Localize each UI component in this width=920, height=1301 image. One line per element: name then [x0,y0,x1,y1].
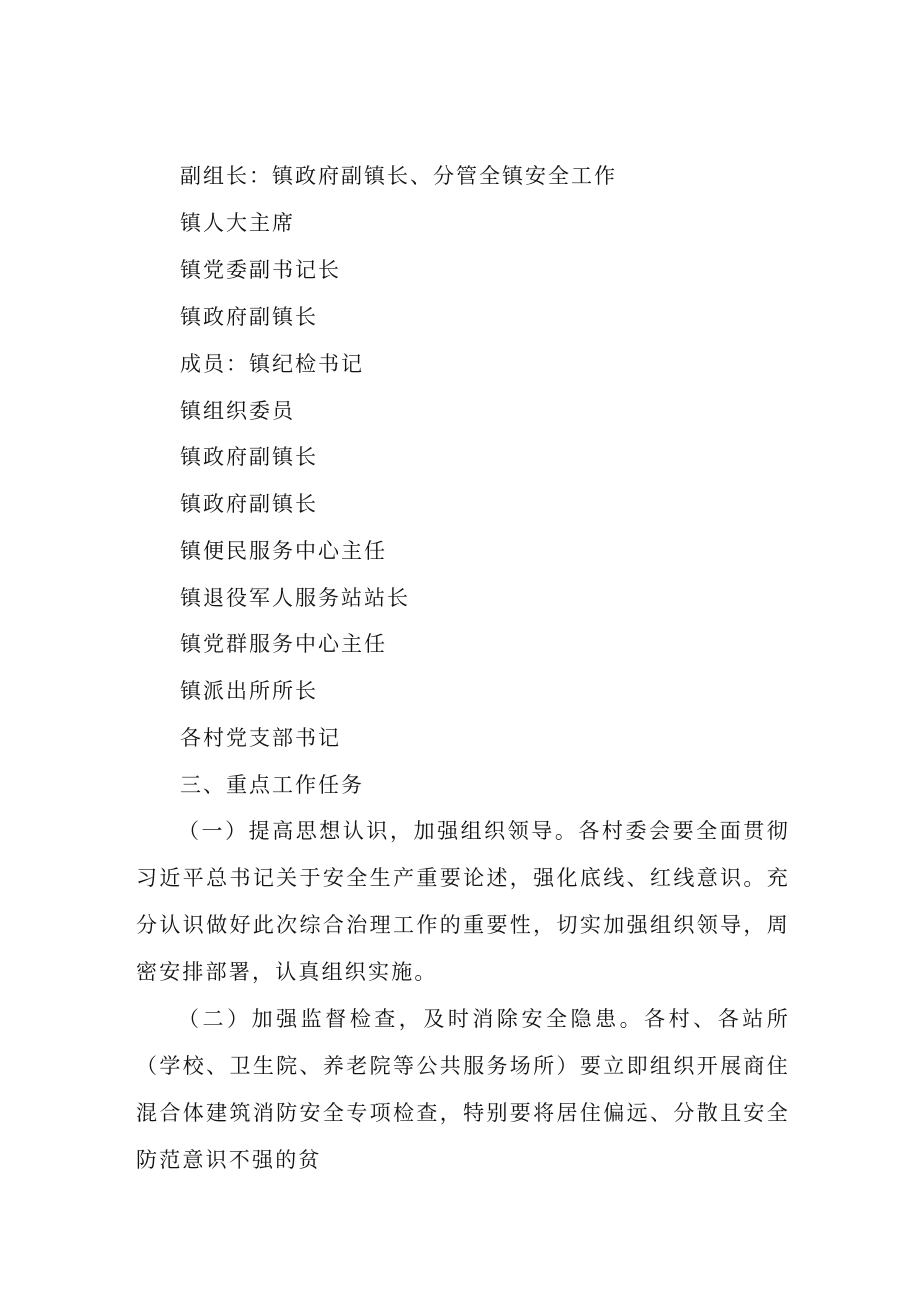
list-line-deputy-leader: 副组长：镇政府副镇长、分管全镇安全工作 [180,164,617,188]
list-line: 镇人大主席 [180,211,295,235]
list-line-members: 成员：镇纪检书记 [180,352,364,376]
list-line: 镇政府副镇长 [180,445,318,469]
list-line: 镇组织委员 [180,399,295,423]
section-heading: 三、重点工作任务 [180,773,364,797]
list-line: 镇党群服务中心主任 [180,632,387,656]
list-line: 镇退役军人服务站站长 [180,586,410,610]
list-line: 镇党委副书记长 [180,258,341,282]
paragraph-1: （一）提高思想认识，加强组织领导。各村委会要全面贯彻习近平总书记关于安全生产重要论述，强化底线、红线意识。充分认识做好此次综合治理工作的重要性，切实加强组织领导，周密安排部署，认真组织实施。 [136,819,790,984]
list-line: 各村党支部书记 [180,726,341,750]
list-line: 镇政府副镇长 [180,305,318,329]
list-line: 镇政府副镇长 [180,492,318,516]
list-line: 镇便民服务中心主任 [180,539,387,563]
list-line: 镇派出所所长 [180,679,318,703]
paragraph-2: （二）加强监督检查，及时消除安全隐患。各村、各站所（学校、卫生院、养老院等公共服务场所）要立即组织开展商住混合体建筑消防安全专项检查，特别要将居住偏远、分散且安全防范意识不强的贫 [136,1007,790,1172]
